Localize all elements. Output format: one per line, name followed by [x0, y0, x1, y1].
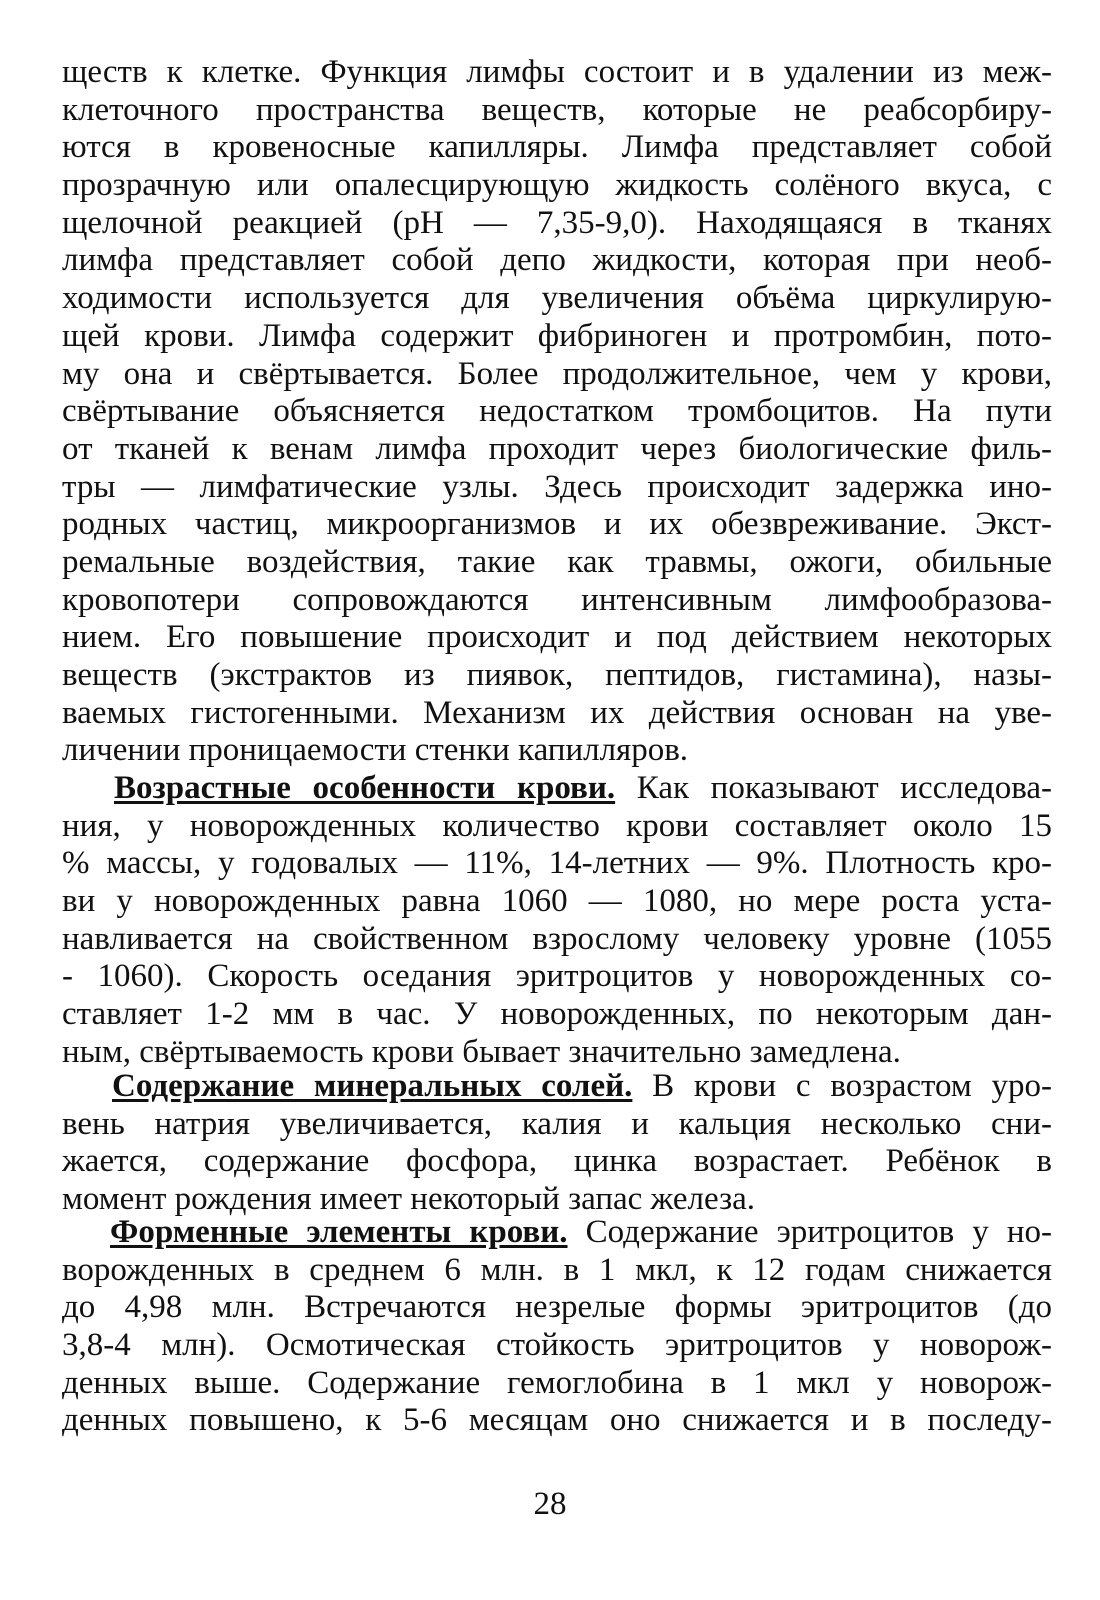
- text-line: денных повышено, к 5-6 месяцам оно снижается и в последу-: [62, 1402, 1052, 1439]
- text-line: жается, содержание фосфора, цинка возрастает. Ребёнок в: [62, 1143, 1052, 1180]
- text-line: [62, 1068, 1052, 1106]
- text-line: личении проницаемости стенки капилляров.: [62, 732, 689, 769]
- text-line: - 1060). Скорость оседания эритроцитов у новорожденных со-: [62, 958, 1052, 995]
- text-line: ются в кровеносные капилляры. Лимфа представляет собой: [62, 129, 1052, 166]
- text-line: клеточного пространства веществ, которые не реабсорбиру-: [62, 91, 1052, 128]
- paragraph-age-features: [62, 770, 1052, 1072]
- text-line: ществ к клетке. Функция лимфы состоит и в удалении из меж-: [62, 54, 1052, 90]
- heading-continuation: В крови с возрастом уро-: [632, 1068, 1052, 1104]
- text-line: кровопотери сопровождаются интенсивным лимфообразова-: [62, 581, 1052, 618]
- text-line: прозрачную или опалесцирующую жидкость солёного вкуса, с: [62, 167, 1052, 204]
- text-line: от тканей к венам лимфа проходит через биологические филь-: [62, 430, 1052, 467]
- text-line: родных частиц, микроорганизмов и их обезвреживание. Экст-: [62, 506, 1052, 543]
- text-line: ваемых гистогенными. Механизм их действия основан на уве-: [62, 694, 1052, 731]
- text-line: навливается на свойственном взрослому человеку уровне (1055: [62, 920, 1052, 957]
- text-line: момент рождения имеет некоторый запас железа.: [62, 1181, 755, 1218]
- text-line: нием. Его повышение происходит и под действием некоторых: [62, 619, 1052, 656]
- section-heading: Содержание минеральных солей.: [112, 1068, 633, 1104]
- text-line: ставляет 1-2 мм в час. У новорожденных, по некоторым дан-: [62, 996, 1052, 1033]
- text-line: до 4,98 млн. Встречаются незрелые формы эритроцитов (до: [62, 1289, 1052, 1326]
- text-line: ния, у новорожденных количество крови составляет около 15: [62, 807, 1052, 844]
- text-line: [62, 1214, 1052, 1252]
- text-line: ви у новорожденных равна 1060 — 1080, но мере роста уста-: [62, 883, 1052, 920]
- text-line: ным, свёртываемость крови бывает значительно замедлена.: [62, 1033, 901, 1070]
- text-line: % массы, у годовалых — 11%, 14-летних — 9%. Плотность кро-: [62, 845, 1052, 882]
- text-line: веществ (экстрактов из пиявок, пептидов, гистамина), назы-: [62, 657, 1052, 693]
- text-line: тры — лимфатические узлы. Здесь происходит задержка ино-: [62, 468, 1052, 505]
- text-line: денных выше. Содержание гемоглобина в 1 мкл у новорож-: [62, 1364, 1052, 1401]
- text-line: вень натрия увеличивается, калия и кальция несколько сни-: [62, 1105, 1052, 1142]
- text-line: [62, 770, 1052, 808]
- heading-continuation: Как показывают исследова-: [615, 770, 1053, 806]
- text-line: свёртывание объясняется недостатком тромбоцитов. На пути: [62, 393, 1052, 430]
- text-line: щелочной реакцией (рН — 7,35-9,0). Находящаяся в тканях: [62, 204, 1052, 241]
- text-line: ходимости используется для увеличения объёма циркулирую-: [62, 280, 1052, 317]
- text-line: лимфа представляет собой депо жидкости, которая при необ-: [62, 242, 1052, 279]
- text-line: ремальные воздействия, такие как травмы, ожоги, обильные: [62, 543, 1052, 580]
- heading-continuation: Содержание эритроцитов у но-: [567, 1214, 1052, 1250]
- section-heading: Форменные элементы крови.: [110, 1214, 568, 1250]
- section-heading: Возрастные особенности крови.: [114, 770, 616, 806]
- page-number: 28: [533, 1486, 567, 1522]
- paragraph-mineral-salts: [62, 1068, 1052, 1219]
- text-line: щей крови. Лимфа содержит фибриноген и протромбин, пото-: [62, 317, 1052, 354]
- text-line: му она и свёртывается. Более продолжительное, чем у крови,: [62, 355, 1052, 392]
- paragraph-formed-elements: [62, 1214, 1052, 1440]
- text-line: 3,8-4 млн). Осмотическая стойкость эритроцитов у новорож-: [62, 1327, 1052, 1364]
- text-line: ворожденных в среднем 6 млн. в 1 мкл, к 12 годам снижается: [62, 1251, 1052, 1288]
- paragraph-lymph: [62, 54, 1052, 770]
